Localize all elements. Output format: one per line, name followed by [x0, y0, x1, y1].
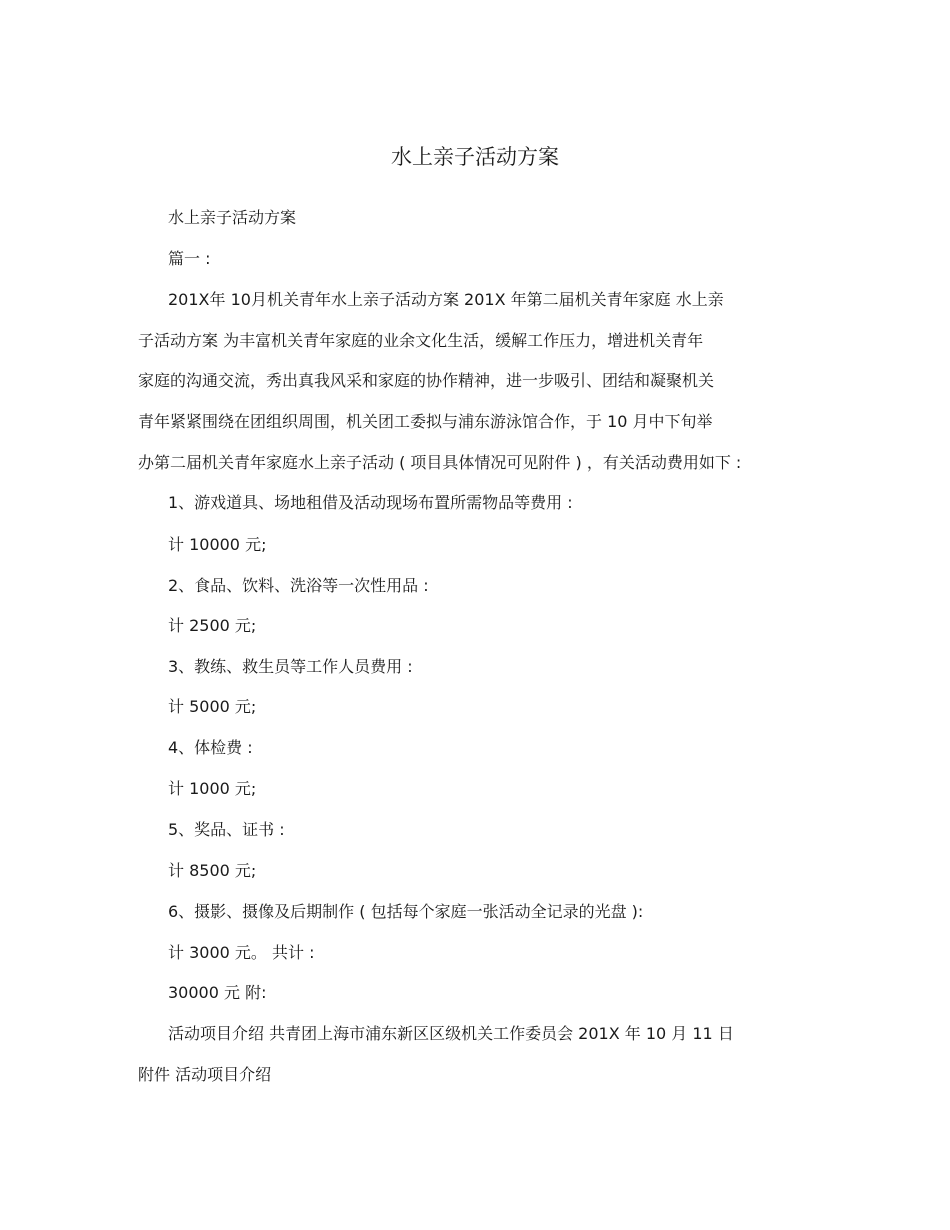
paragraph-line: 1、游戏道具、场地租借及活动现场布置所需物品等费用 : — [168, 493, 573, 512]
paragraph-line: 3、教练、救生员等工作人员费用 : — [168, 657, 413, 676]
paragraph-line: 水上亲子活动方案 — [168, 208, 297, 227]
paragraph-line: 4、体检费 : — [168, 738, 253, 757]
paragraph-line: 计 2500 元; — [168, 616, 257, 635]
paragraph-line: 计 1000 元; — [168, 779, 257, 798]
paragraph-line: 5、奖品、证书 : — [168, 820, 285, 839]
paragraph-line: 办第二届机关青年家庭水上亲子活动 ( 项目具体情况可见附件 ) ，有关活动费用如下 : — [138, 453, 742, 472]
paragraph-line: 计 8500 元; — [168, 861, 257, 880]
paragraph-line: 家庭的沟通交流，秀出真我风采和家庭的协作精神，进一步吸引、团结和凝聚机关 — [138, 371, 715, 390]
paragraph-line: 30000 元 附: — [168, 983, 267, 1002]
paragraph-line: 活动项目介绍 共青团上海市浦东新区区级机关工作委员会 201X 年 10 月 11 日 — [168, 1024, 734, 1043]
paragraph-line: 青年紧紧围绕在团组织周围，机关团工委拟与浦东游泳馆合作，于 10 月中下旬举 — [138, 412, 713, 431]
paragraph-line: 2、食品、饮料、洗浴等一次性用品 : — [168, 576, 429, 595]
paragraph-line: 6、摄影、摄像及后期制作 ( 包括每个家庭一张活动全记录的光盘 ): — [168, 902, 644, 921]
paragraph-line: 篇一 : — [168, 249, 211, 268]
paragraph-line: 附件 活动项目介绍 — [138, 1065, 272, 1084]
document-title: 水上亲子活动方案 — [391, 145, 559, 169]
paragraph-line: 201X年 10月机关青年水上亲子活动方案 201X 年第二届机关青年家庭 水上亲 — [168, 290, 724, 309]
paragraph-line: 子活动方案 为丰富机关青年家庭的业余文化生活，缓解工作压力，增进机关青年 — [138, 331, 704, 350]
paragraph-line: 计 10000 元; — [168, 535, 267, 554]
paragraph-line: 计 5000 元; — [168, 697, 257, 716]
paragraph-line: 计 3000 元。 共计 : — [168, 943, 315, 962]
